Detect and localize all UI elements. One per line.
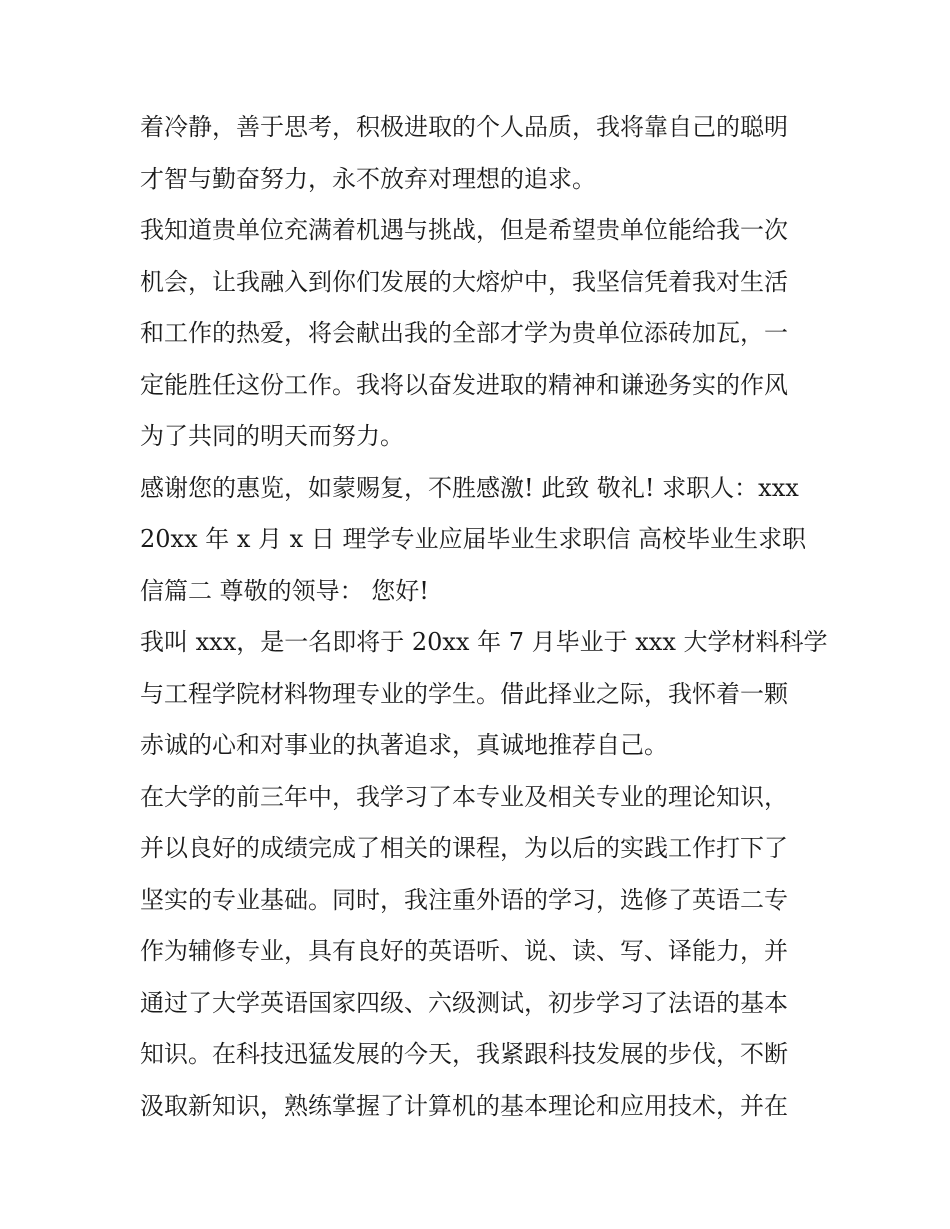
text-line: 感谢您的惠览，如蒙赐复，不胜感激! 此致 敬礼! 求职人：xxx [140,473,799,502]
text-line: 机会，让我融入到你们发展的大熔炉中，我坚信凭着我对生活 [140,267,788,296]
text-line: 才智与勤奋努力，永不放弃对理想的追求。 [140,164,596,193]
text-line: 着冷静，善于思考，积极进取的个人品质，我将靠自己的聪明 [140,113,788,141]
text-line: 定能胜任这份工作。我将以奋发进取的精神和谦逊务实的作风 [140,370,788,399]
text-line: 坚实的专业基础。同时，我注重外语的学习，选修了英语二专 [140,885,788,914]
text-line: 20xx 年 x 月 x 日 理学专业应届毕业生求职信 高校毕业生求职 [140,525,807,553]
text-line: 通过了大学英语国家四级、六级测试，初步学习了法语的基本 [140,988,788,1017]
text-line: 并以良好的成绩完成了相关的课程，为以后的实践工作打下了 [140,834,788,862]
text-line: 赤诚的心和对事业的执著追求，真诚地推荐自己。 [140,731,668,759]
letter-body [140,102,828,1132]
text-line: 作为辅修专业，具有良好的英语听、说、读、写、译能力，并 [140,937,788,965]
text-line: 汲取新知识，熟练掌握了计算机的基本理论和应用技术，并在 [140,1091,788,1120]
text-line: 知识。在科技迅猛发展的今天，我紧跟科技发展的步伐，不断 [140,1040,788,1068]
text-line: 我叫 xxx，是一名即将于 20xx 年 7 月毕业于 xxx 大学材料科学 [140,628,828,656]
text-line: 信篇二 尊敬的领导： 您好! [140,576,429,605]
text-line: 我知道贵单位充满着机遇与挑战，但是希望贵单位能给我一次 [140,216,788,244]
text-line: 在大学的前三年中，我学习了本专业及相关专业的理论知识， [140,782,788,811]
text-line: 为了共同的明天而努力。 [140,422,404,450]
text-line: 和工作的热爱，将会献出我的全部才学为贵单位添砖加瓦，一 [140,319,788,347]
text-line: 与工程学院材料物理专业的学生。借此择业之际，我怀着一颗 [140,679,788,708]
